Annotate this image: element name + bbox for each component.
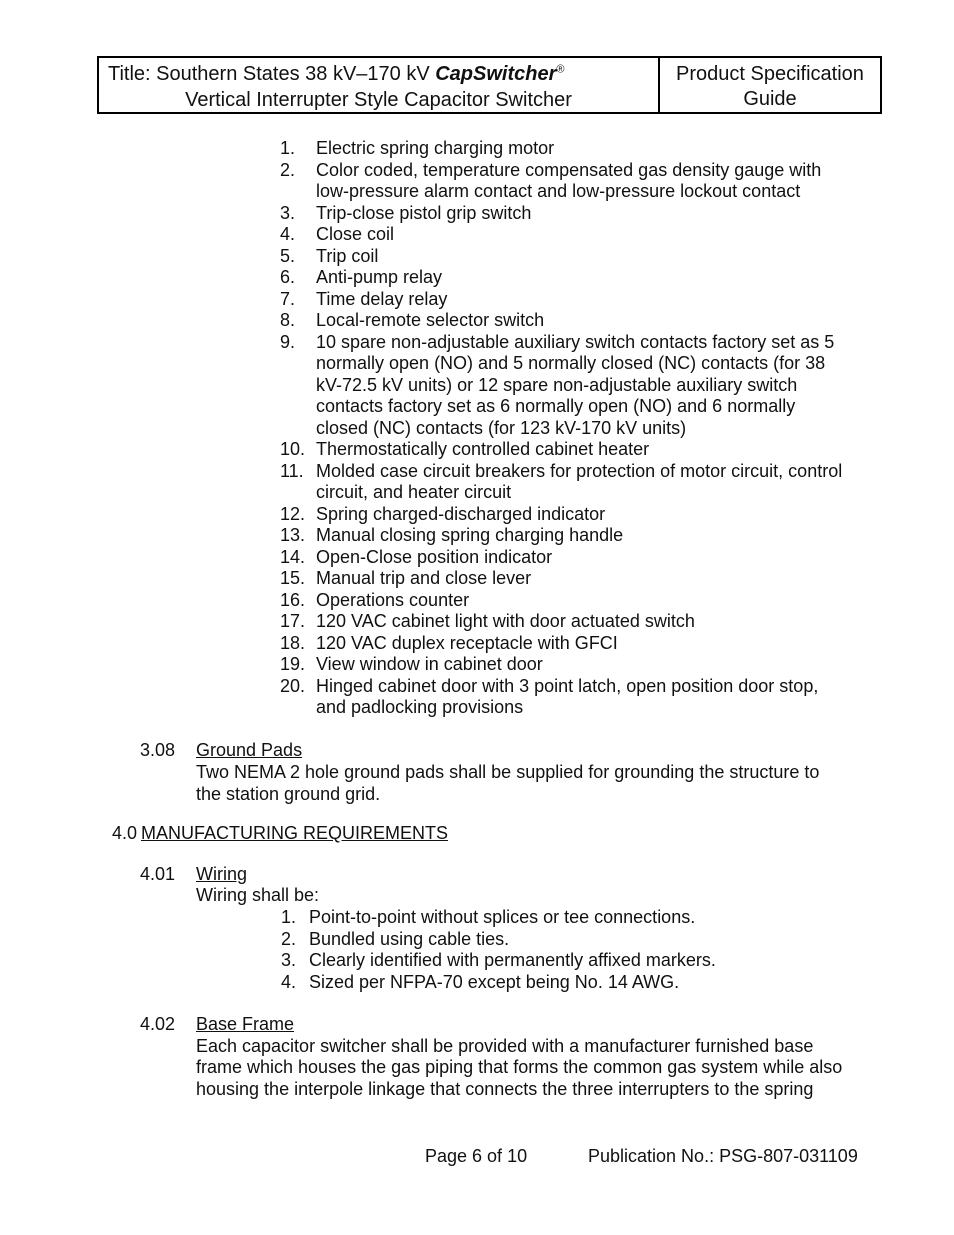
list-item-number: 4.	[280, 224, 296, 244]
list-item-number: 14.	[280, 546, 306, 567]
list-item-number: 18.	[280, 632, 306, 653]
list-item	[0, 676, 876, 719]
list-item-number: 16.	[280, 589, 306, 610]
list-item-text-line: circuit, and heater circuit	[316, 482, 512, 502]
base-frame-text-line-1: Each capacitor switcher shall be provided with a manufacturer furnished base	[196, 1036, 814, 1056]
guide-cell	[660, 58, 880, 112]
list-item-text: Clearly identified with permanently affixed markers.	[309, 950, 716, 970]
list-item-number: 9.	[280, 331, 296, 352]
list-item	[0, 332, 876, 440]
list-item	[0, 907, 869, 929]
brand-name: CapSwitcher	[435, 63, 557, 85]
list-item-number: 2.	[280, 159, 296, 180]
guide-line-1: Product Specification	[676, 63, 864, 85]
list-item-text: Bundled using cable ties.	[309, 928, 510, 949]
title-line-1: Title: Southern States 38 kV–170 kV CapSwitcher®	[108, 63, 565, 85]
footer-page-number: Page 6 of 10	[425, 1146, 528, 1166]
list-item-text-line: 120 VAC cabinet light with door actuated switch	[316, 611, 695, 631]
list-item-text-line: Molded case circuit breakers for protection of motor circuit, control	[316, 460, 843, 481]
list-item-number: 4.	[281, 971, 297, 992]
list-item-number: 1.	[280, 138, 296, 158]
title-cell	[99, 58, 660, 112]
list-item-text: Point-to-point without splices or tee connections.	[309, 907, 696, 927]
list-item-text-line: and padlocking provisions	[316, 697, 524, 717]
list-item-number: 1.	[281, 907, 297, 927]
wiring-intro: Wiring shall be:	[196, 885, 320, 905]
registered-mark: ®	[556, 63, 565, 76]
list-item	[0, 972, 869, 994]
list-item-text-line: Thermostatically controlled cabinet heater	[316, 439, 650, 459]
list-item	[0, 289, 876, 311]
list-item-number: 5.	[280, 245, 296, 266]
list-item-text-line: closed (NC) contacts (for 123 kV-170 kV units)	[316, 417, 687, 438]
section-title-base-frame: Base Frame	[196, 1014, 295, 1034]
list-item-number: 7.	[280, 288, 296, 309]
list-item	[0, 547, 876, 569]
list-item-number: 8.	[280, 310, 296, 330]
list-item-number: 3.	[281, 950, 297, 970]
list-item-text-line: normally open (NO) and 5 normally closed (NC) contacts (for 38	[316, 353, 826, 373]
title-line-2: Vertical Interrupter Style Capacitor Switcher	[185, 89, 572, 111]
list-item-text-line: Manual closing spring charging handle	[316, 525, 624, 545]
list-item	[0, 461, 876, 504]
list-item	[0, 568, 876, 590]
section-4-01-number: 4.01	[140, 864, 176, 884]
list-item-text-line: contacts factory set as 6 normally open (NO) and 6 normally	[316, 396, 796, 416]
list-item-text-line: Spring charged-discharged indicator	[316, 503, 606, 524]
list-item-number: 2.	[281, 928, 297, 949]
list-item-number: 12.	[280, 503, 306, 524]
section-4-02-number: 4.02	[140, 1014, 176, 1034]
list-item	[0, 950, 869, 972]
list-item-text-line: Color coded, temperature compensated gas density gauge with	[316, 159, 822, 180]
list-item	[0, 160, 876, 203]
list-item-number: 13.	[280, 525, 306, 545]
ground-pads-text-line-1: Two NEMA 2 hole ground pads shall be supplied for grounding the structure to	[196, 762, 820, 782]
list-item	[0, 203, 876, 225]
list-item	[0, 654, 876, 676]
list-item-number: 20.	[280, 675, 306, 696]
list-item-number: 11.	[280, 460, 304, 481]
list-item-number: 10.	[280, 439, 306, 459]
list-item	[0, 525, 876, 547]
section-title-wiring: Wiring	[196, 864, 248, 884]
list-item-text-line: Local-remote selector switch	[316, 310, 545, 330]
control-cabinet-features-list	[0, 138, 954, 719]
list-item	[0, 224, 876, 246]
list-item-text-line: Hinged cabinet door with 3 point latch, open position door stop,	[316, 675, 819, 696]
list-item-text-line: Electric spring charging motor	[316, 138, 555, 158]
list-item	[0, 633, 876, 655]
wiring-requirements-list	[0, 907, 954, 993]
document-header	[97, 56, 882, 114]
list-item	[0, 310, 876, 332]
base-frame-text-line-3: housing the interpole linkage that connects the three interrupters to the spring	[196, 1079, 814, 1099]
list-item-text-line: 120 VAC duplex receptacle with GFCI	[316, 632, 618, 653]
list-item-number: 6.	[280, 267, 296, 287]
section-title-manufacturing-requirements: MANUFACTURING REQUIREMENTS	[141, 823, 449, 843]
list-item	[0, 439, 876, 461]
list-item-text-line: Operations counter	[316, 589, 470, 610]
list-item-text-line: View window in cabinet door	[316, 654, 543, 674]
list-item-text-line: Anti-pump relay	[316, 267, 443, 287]
list-item	[0, 504, 876, 526]
list-item-text-line: Open-Close position indicator	[316, 546, 553, 567]
list-item-number: 15.	[280, 568, 306, 588]
list-item-text-line: Trip coil	[316, 245, 379, 266]
list-item-text-line: Close coil	[316, 224, 395, 244]
list-item-text: Sized per NFPA-70 except being No. 14 AWG.	[309, 971, 680, 992]
list-item-text-line: Manual trip and close lever	[316, 568, 532, 588]
list-item	[0, 267, 876, 289]
list-item-text-line: kV-72.5 kV units) or 12 spare non-adjustable auxiliary switch	[316, 374, 798, 395]
base-frame-text-line-2: frame which houses the gas piping that forms the common gas system while also	[196, 1057, 843, 1077]
list-item-text-line: Trip-close pistol grip switch	[316, 202, 532, 223]
list-item-number: 3.	[280, 202, 296, 223]
list-item	[0, 611, 876, 633]
list-item	[0, 590, 876, 612]
section-number: 3.08	[140, 740, 176, 760]
guide-line-2: Guide	[743, 88, 797, 110]
list-item	[0, 929, 869, 951]
list-item	[0, 138, 876, 160]
section-title-ground-pads: Ground Pads	[196, 740, 303, 760]
list-item-text-line: Time delay relay	[316, 288, 448, 309]
ground-pads-text-line-2: the station ground grid.	[196, 784, 381, 804]
list-item	[0, 246, 876, 268]
list-item-text-line: 10 spare non-adjustable auxiliary switch contacts factory set as 5	[316, 331, 835, 352]
footer-publication-number: Publication No.: PSG-807-031109	[588, 1146, 858, 1166]
list-item-text-line: low-pressure alarm contact and low-pressure lockout contact	[316, 181, 801, 201]
list-item-number: 19.	[280, 654, 306, 674]
section-4-0-number: 4.0	[112, 823, 138, 843]
list-item-number: 17.	[280, 611, 306, 631]
